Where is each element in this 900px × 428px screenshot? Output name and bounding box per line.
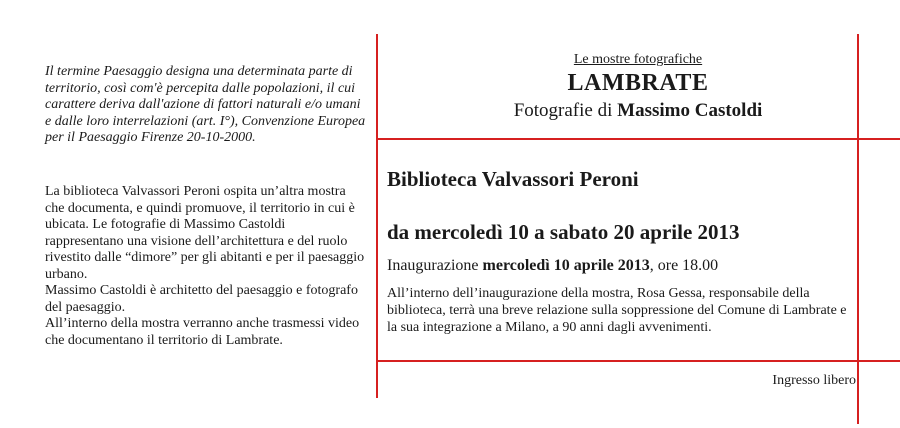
opening-line [387,256,718,276]
description-paragraph: Massimo Castoldi è architetto del paesaggio e fotografo del paesaggio. [45,283,358,315]
photographer-credit [378,99,898,123]
exhibition-description [45,184,367,349]
description-paragraph: All’interno della mostra verranno anche trasmessi video che documentano il territorio di Lambrate. [45,316,360,348]
top-horizontal-rule [376,138,900,140]
landscape-definition-quote: Il termine Paesaggio designa una determinata parte di territorio, così com'è percepita dalle popolazioni, il cui carattere deriva dall'azione di fattori naturali e/o umani e dalle loro interrelazioni (art. I°), Convenzione Europea per il Paesaggio Firenze 20-10-2000. [45,64,366,145]
photographer-name: Massimo Castoldi [617,100,763,121]
credit-prefix: Fotografie di [513,100,618,121]
description-paragraph: La biblioteca Valvassori Peroni ospita un’altra mostra che documenta, e quindi promuove, il territorio in cui è ubicata. Le fotografie di Massimo Castoldi rappresentano una visione dell’architettura e del ruolo rivestito dalle “dimore” per gli abitanti e per il paesaggio urbano. [45,184,365,282]
exhibition-title: LAMBRATE [567,70,709,96]
free-entry-note: Ingresso libero [772,373,856,388]
venue-name: Biblioteca Valvassori Peroni [387,167,639,191]
bottom-horizontal-rule [376,360,900,362]
exhibition-dates: da mercoledì 10 a sabato 20 aprile 2013 [387,220,740,244]
series-label: Le mostre fotografiche [573,52,703,67]
opening-details: All’interno dell’inaugurazione della mostra, Rosa Gessa, responsabile della biblioteca, terrà una breve relazione sulla soppressione del Comune di Lambrate e la sua integrazione a Milano, a 90 anni dagli avvenimenti. [387,286,847,335]
opening-date: mercoledì 10 aprile 2013 [482,257,650,274]
opening-prefix: Inaugurazione [387,257,483,274]
opening-time: , ore 18.00 [649,257,719,274]
